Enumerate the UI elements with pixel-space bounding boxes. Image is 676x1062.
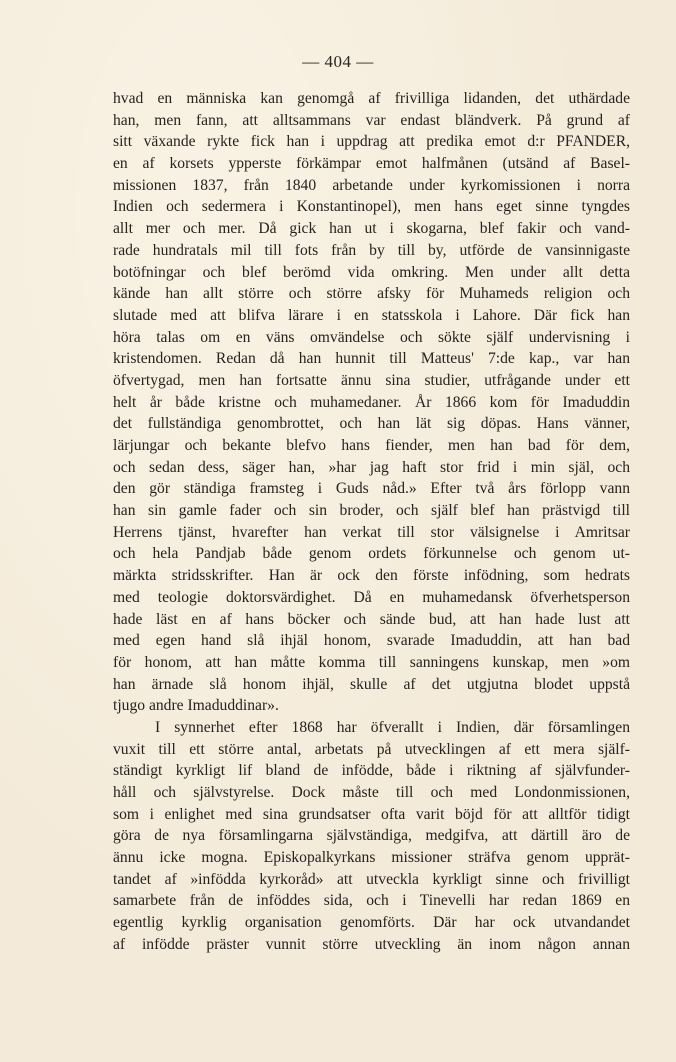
text-line: I synnerhet efter 1868 har öfverallt i Indien, där församlingen (155, 718, 630, 736)
text-line: höra talas om en väns omvändelse och sökte själf undervisning i (113, 328, 630, 346)
text-line: botöfningar och blef berömd vida omkring. Men under allt detta (113, 263, 630, 281)
text-line: egentlig kyrklig organisation genomförts. Där har ock utvandandet (113, 914, 630, 932)
text-line: Herrens tjänst, hvarefter han verkat till stor välsignelse i Amritsar (113, 523, 630, 541)
text-line: ständigt kyrkligt lif bland de infödde, både i riktning af självfunder- (113, 762, 630, 780)
text-line: med teologie doktorsvärdighet. Då en muhamedansk öfverhetsperson (113, 588, 630, 606)
text-line: hvad en människa kan genomgå af frivilliga lidanden, det uthärdade (113, 90, 630, 107)
text-line: helt år både kristne och muhamedaner. År 1866 kom för Imaduddin (113, 393, 630, 411)
text-line: af infödde präster vunnit större utveckling än inom någon annan (113, 935, 630, 953)
text-line: lärjungar och bekante blefvo hans fiender, men han bad för dem, (113, 437, 630, 454)
page-number: — 404 — (302, 52, 374, 71)
text-line: samarbete från de inföddes sida, och i Tinevelli har redan 1869 en (113, 892, 630, 910)
text-line: kristendomen. Redan då han hunnit till Matteus' 7:de kap., var han (113, 350, 630, 368)
text-line: den gör ständiga framsteg i Guds nåd.» Efter två års förlopp vann (113, 480, 630, 498)
text-line: Indien och sedermera i Konstantinopel), men hans eget sinne tyngdes (113, 198, 630, 216)
text-line: tjugo andre Imaduddinar». (113, 697, 279, 715)
text-line: håll och självstyrelse. Dock måste till och med Londonmissionen, (113, 784, 630, 801)
text-line: ännu icke mogna. Episkopalkyrkans missioner sträfva genom upprät- (113, 849, 630, 867)
text-line: öfvertygad, men han fortsatte ännu sina studier, utfrågande under ett (113, 371, 630, 389)
text-line: märkta stridsskrifter. Han är ock den förste infödning, som hedrats (113, 567, 630, 585)
text-line: rade hundratals mil till fots från by till by, utförde de vansinnigaste (113, 241, 630, 259)
text-line: han ärnade slå honom ihjäl, skulle af det utgjutna blodet uppstå (113, 675, 630, 693)
text-line: göra de nya församlingarna självständiga, medgifva, att därtill äro de (113, 827, 630, 845)
text-line: det fullständiga genombrottet, och han lät sig döpas. Hans vänner, (113, 415, 630, 433)
text-line: tandet af »infödda kyrkoråd» att utveckla kyrkligt sinne och frivilligt (113, 870, 630, 888)
text-line: hade läst en af hans böcker och sände bud, att han hade lust att (113, 610, 630, 628)
text-line: för honom, att han måtte komma till sanningens kunskap, men »om (113, 653, 630, 671)
text-line: slutade med att blifva lärare i en statsskola i Lahore. Där fick han (113, 306, 630, 324)
text-line: och hela Pandjab både genom ordets förkunnelse och genom ut- (113, 545, 630, 563)
text-line: en af korsets ypperste förkämpar emot halfmånen (utsänd af Basel- (113, 155, 630, 173)
text-line: vuxit till ett större antal, arbetats på utvecklingen af ett mera själf- (113, 740, 630, 758)
text-line: som i enlighet med sina grundsatser ofta varit böjd för att alltför tidigt (113, 805, 630, 823)
text-line: allt mer och mer. Då gick han ut i skogarna, blef fakir och vand- (113, 220, 630, 238)
text-line: missionen 1837, från 1840 arbetande under kyrkomissionen i norra (113, 176, 630, 194)
body-text (113, 88, 630, 956)
text-line: han, men fann, att alltsammans var endast bländverk. På grund af (113, 111, 630, 129)
text-line: och sedan dess, säger han, »har jag haft stor frid i min själ, och (113, 458, 630, 476)
text-line: med egen hand slå ihjäl honom, svarade Imaduddin, att han bad (113, 632, 630, 650)
text-line: han sin gamle fader och sin broder, och själf blef han prästvigd till (113, 502, 630, 520)
text-line: kände han allt större och större afsky för Muhameds religion och (113, 285, 630, 303)
text-line: sitt växande rykte fick han i uppdrag att predika emot d:r PFANDER, (113, 133, 630, 151)
